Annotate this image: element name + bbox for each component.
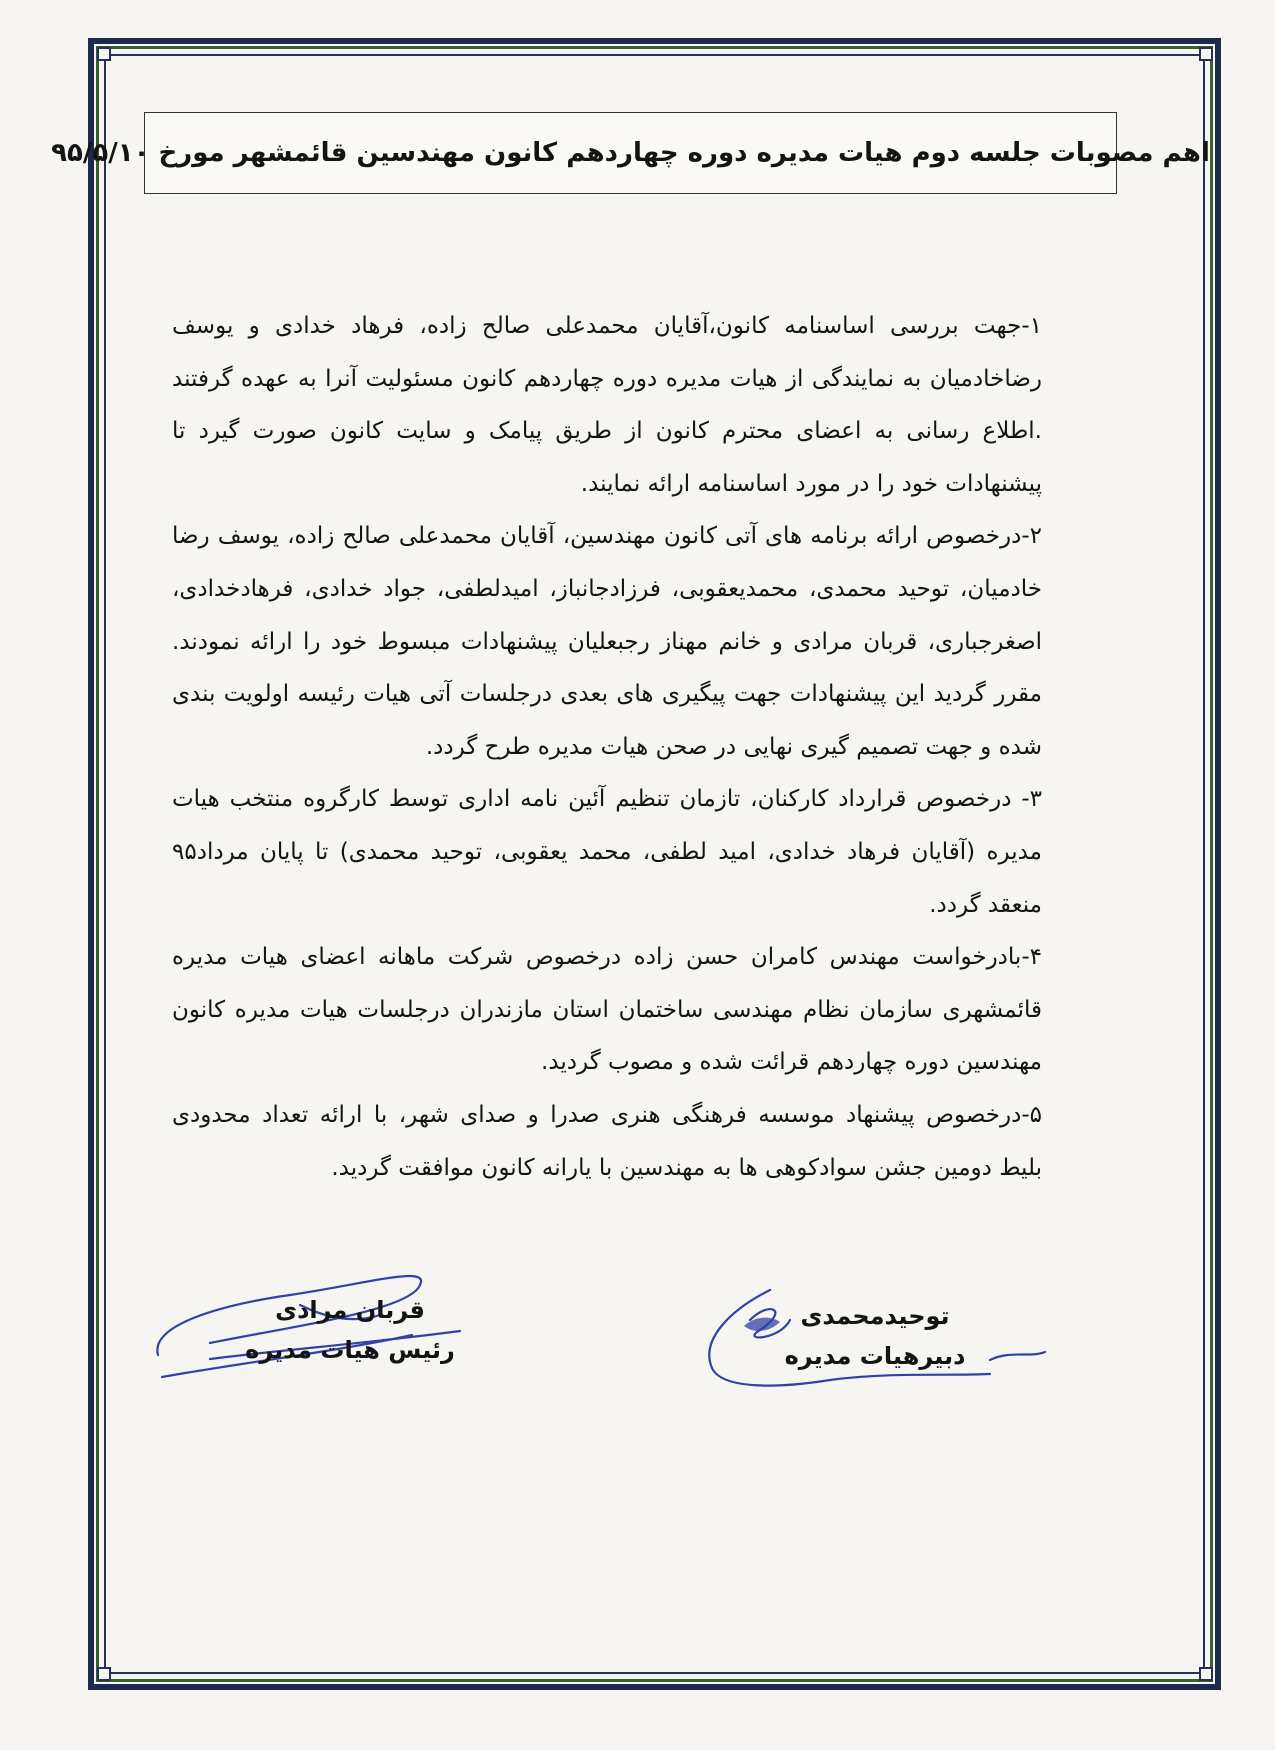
- resolutions-body: [172, 300, 1042, 1194]
- title-box: [51, 112, 1210, 194]
- resolution-paragraph: ۳- درخصوص قرارداد کارکنان، تازمان تنظیم آئین نامه اداری توسط کارگروه منتخب هیات مدیره (آقایان فرهاد خدادی، امید لطفی، محمد یعقوبی، توحید محمدی) تا پایان مرداد۹۵ منعقد گردد.: [172, 786, 1042, 918]
- resolution-paragraph: ۱-جهت بررسی اساسنامه کانون،آقایان محمدعلی صالح زاده، فرهاد خدادی و یوسف رضاخادمیان به نمایندگی از هیات مدیره دوره چهاردهم کانون مسئولیت آنرا به عهده گرفتند .اطلاع رسانی به اعضای محترم کانون از طریق پیامک و سایت کانون صورت گیرد تا پیشنهادات خود را در مورد اساسنامه ارائه نمایند.: [172, 313, 1042, 497]
- document-title: اهم مصوبات جلسه دوم هیات مدیره دوره چهاردهم کانون مهندسین قائمشهر مورخ ۹۵/۵/۱۰: [51, 138, 1210, 168]
- signature-block-secretary: [770, 1302, 980, 1370]
- border-corner-ornament: [97, 47, 111, 61]
- resolution-paragraph: ۲-درخصوص ارائه برنامه های آتی کانون مهندسین، آقایان محمدعلی صالح زاده، یوسف رضا خادمیان، توحید محمدی، محمدیعقوبی، فرزادجانباز، امیدلطفی، جواد خدادی، فرهادخدادی، اصغرجباری، قربان مرادی و خانم مهناز رجبعلیان پیشنهادات مبسوط خود را ارائه نمودند. مقرر گردید این پیشنهادات جهت پیگیری های بعدی درجلسات آتی هیات رئیسه اولویت بندی شده و جهت تصمیم گیری نهایی در صحن هیات مدیره طرح گردد.: [172, 523, 1042, 760]
- border-corner-ornament: [1199, 47, 1213, 61]
- border-corner-ornament: [97, 1667, 111, 1681]
- signer-role: رئیس هیات مدیره: [245, 1336, 455, 1364]
- resolution-paragraph: ۵-درخصوص پیشنهاد موسسه فرهنگی هنری صدرا و صدای شهر، با ارائه تعداد محدودی بلیط دومین جشن سوادکوهی ها به مهندسین با یارانه کانون موافقت گردید.: [172, 1101, 1042, 1181]
- signer-name: قربان مرادی: [275, 1296, 425, 1324]
- border-corner-ornament: [1199, 1667, 1213, 1681]
- signer-name: توحیدمحمدی: [800, 1302, 950, 1330]
- signer-role: دبیرهیات مدیره: [784, 1342, 966, 1370]
- signature-block-chairman: [230, 1296, 470, 1364]
- resolution-paragraph: ۴-بادرخواست مهندس کامران حسن زاده درخصوص شرکت ماهانه اعضای هیات مدیره قائمشهری سازمان نظام مهندسی ساختمان استان مازندران درجلسات هیات مدیره کانون مهندسین دوره چهاردهم قرائت شده و مصوب گردید.: [172, 944, 1042, 1076]
